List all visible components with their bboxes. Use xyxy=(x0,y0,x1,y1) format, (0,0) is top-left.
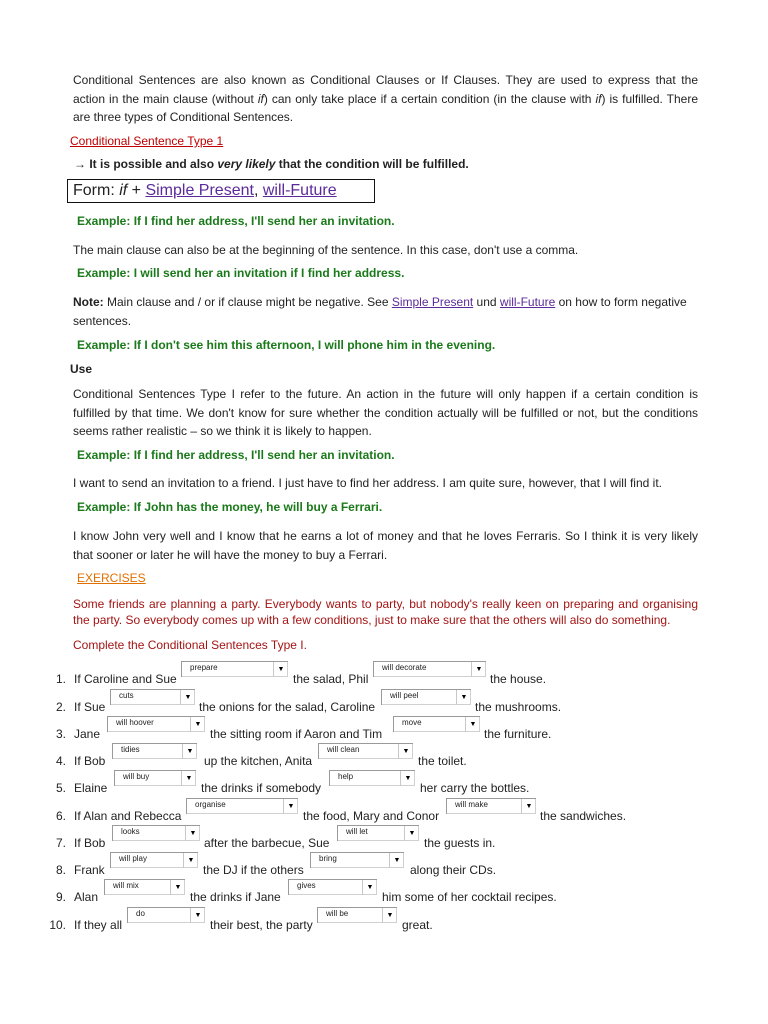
verb-select-1[interactable] xyxy=(107,716,205,732)
exercise-text-start: If Bob xyxy=(74,836,106,850)
chevron-down-icon[interactable]: ▼ xyxy=(382,908,397,923)
exercise-text-start: If Alan and Rebecca xyxy=(74,809,182,823)
party-line-2: the party. So everybody comes up with a few conditions, just to make sure that the others will also do something. xyxy=(73,613,671,627)
exercise-row xyxy=(0,909,768,935)
form-if: if xyxy=(119,182,128,199)
exercises-heading[interactable]: EXERCISES xyxy=(77,571,146,585)
dropdown-value: tidies xyxy=(121,745,140,754)
exercise-row xyxy=(0,718,768,744)
exercise-text-middle: the drinks if Jane xyxy=(190,890,281,904)
intro-text: ) can only take place if a certain condition (in the clause with xyxy=(263,91,596,106)
dropdown-value: will decorate xyxy=(382,663,427,672)
chevron-down-icon[interactable]: ▼ xyxy=(283,799,298,814)
arrow-icon: → xyxy=(74,157,86,171)
intro-text: action in the main clause (without xyxy=(73,91,258,106)
exercise-number: 10. xyxy=(49,918,66,932)
example-1: Example: If I find her address, I'll send her an invitation. xyxy=(77,214,395,228)
exercise-text-middle: up the kitchen, Anita xyxy=(204,754,313,768)
exercise-row xyxy=(0,745,768,771)
use-paragraph xyxy=(73,385,698,441)
exercise-text-end: the furniture. xyxy=(484,727,552,741)
will-future-link[interactable]: will-Future xyxy=(262,182,337,199)
dropdown-value: will hoover xyxy=(116,718,154,727)
verb-select-1[interactable] xyxy=(104,879,185,895)
dropdown-value: help xyxy=(338,772,354,781)
dropdown-value: will play xyxy=(119,854,148,863)
exercise-row xyxy=(0,800,768,826)
chevron-down-icon[interactable]: ▼ xyxy=(182,744,197,759)
intro-line-2 xyxy=(73,90,698,109)
exercise-number: 4. xyxy=(55,754,66,768)
exercise-number: 2. xyxy=(55,700,66,714)
dropdown-value: bring xyxy=(319,854,337,863)
exercise-text-start: If Caroline and Sue xyxy=(74,672,177,686)
exercise-text-end: along their CDs. xyxy=(410,863,497,877)
verb-select-1[interactable] xyxy=(181,661,288,677)
form-comma: , xyxy=(253,182,263,199)
use-line-1: Conditional Sentences Type I refer to the future. An action in the future will only happen if a certain condition is xyxy=(73,387,698,401)
verb-select-2[interactable] xyxy=(381,689,471,705)
john-line-2: that sooner or later he will have the money to buy a Ferrari. xyxy=(73,547,388,562)
verb-select-1[interactable] xyxy=(110,852,198,868)
likelihood-line xyxy=(74,157,469,171)
exercise-number: 8. xyxy=(55,863,66,877)
exercise-instruction: Complete the Conditional Sentences Type I. xyxy=(73,638,307,652)
intro-line-3: are three types of Conditional Sentences. xyxy=(73,110,294,124)
note-paragraph xyxy=(73,293,698,330)
verb-select-2[interactable] xyxy=(317,907,397,923)
exercise-row xyxy=(0,881,768,907)
note-will-future-link[interactable]: will-Future xyxy=(499,295,556,309)
exercise-text-start: If they all xyxy=(74,918,123,932)
likelihood-emphasis: very likely xyxy=(217,157,276,171)
form-label: Form: xyxy=(73,182,120,199)
intro-text: ) is fulfilled. There xyxy=(601,91,698,106)
note-text: on how to form negative xyxy=(555,295,687,309)
exercise-row xyxy=(0,663,768,689)
exercise-text-end: the toilet. xyxy=(418,754,467,768)
exercise-number: 9. xyxy=(55,890,66,904)
dropdown-value: will make xyxy=(455,800,488,809)
verb-select-1[interactable] xyxy=(112,743,197,759)
main-clause-text: The main clause can also be at the beginning of the sentence. In this case, don't use a comma. xyxy=(73,243,579,257)
use-heading: Use xyxy=(70,362,93,376)
verb-select-2[interactable] xyxy=(446,798,536,814)
chevron-down-icon[interactable]: ▼ xyxy=(183,853,198,868)
verb-select-1[interactable] xyxy=(114,770,196,786)
exercise-row xyxy=(0,691,768,717)
verb-select-1[interactable] xyxy=(127,907,205,923)
exercise-text-start: If Sue xyxy=(74,700,106,714)
exercise-text-start: Alan xyxy=(74,890,99,904)
dropdown-value: do xyxy=(136,909,145,918)
exercise-number: 1. xyxy=(55,672,66,686)
dropdown-value: prepare xyxy=(190,663,218,672)
dropdown-value: looks xyxy=(121,827,140,836)
exercise-text-start: Jane xyxy=(74,727,101,741)
exercise-text-middle: the DJ if the others xyxy=(203,863,304,877)
verb-select-2[interactable] xyxy=(373,661,486,677)
dropdown-value: organise xyxy=(195,800,226,809)
note-text: Main clause and / or if clause might be negative. See xyxy=(103,295,392,309)
type1-heading[interactable]: Conditional Sentence Type 1 xyxy=(70,134,224,148)
invite-text: I want to send an invitation to a friend. I just have to find her address. I am quite sure, however, that I will find it. xyxy=(73,476,662,490)
example-2: Example: I will send her an invitation if I find her address. xyxy=(77,266,405,280)
intro-if-italic: if xyxy=(595,91,602,106)
dropdown-value: gives xyxy=(297,881,316,890)
note-label: Note: xyxy=(73,295,104,309)
exercise-text-start: If Bob xyxy=(74,754,106,768)
exercise-text-middle: the onions for the salad, Caroline xyxy=(199,700,376,714)
exercise-text-middle: their best, the party xyxy=(210,918,313,932)
exercise-text-middle: the sitting room if Aaron and Tim xyxy=(210,727,383,741)
chevron-down-icon[interactable]: ▼ xyxy=(398,744,413,759)
chevron-down-icon[interactable]: ▼ xyxy=(190,717,205,732)
john-line-1: I know John very well and I know that he earns a lot of money and that he loves Ferraris. So I think it is very likely xyxy=(73,529,698,543)
exercise-row xyxy=(0,854,768,880)
exercise-text-middle: after the barbecue, Sue xyxy=(204,836,330,850)
exercise-number: 5. xyxy=(55,781,66,795)
verb-select-1[interactable] xyxy=(112,825,200,841)
use-line-2: fulfilled by that time. We don't know for sure whether the condition actually will be fulfilled or not, but the conditions xyxy=(73,405,698,420)
exercise-text-end: the sandwiches. xyxy=(540,809,627,823)
chevron-down-icon[interactable]: ▼ xyxy=(465,717,480,732)
chevron-down-icon[interactable]: ▼ xyxy=(170,880,185,895)
john-paragraph xyxy=(73,527,698,564)
chevron-down-icon[interactable]: ▼ xyxy=(404,826,419,841)
dropdown-value: cuts xyxy=(119,691,134,700)
dropdown-value: will be xyxy=(326,909,349,918)
chevron-down-icon[interactable]: ▼ xyxy=(456,690,471,705)
dropdown-value: move xyxy=(402,718,422,727)
use-line-3: seems rather realistic – so we think it is likely to happen. xyxy=(73,424,372,438)
note-line-1 xyxy=(73,293,698,312)
exercise-text-end: great. xyxy=(402,918,433,932)
party-paragraph xyxy=(73,596,698,628)
exercise-number: 3. xyxy=(55,727,66,741)
form-plus: + xyxy=(127,182,146,199)
likelihood-text: that the condition will be fulfilled. xyxy=(275,157,469,171)
chevron-down-icon[interactable]: ▼ xyxy=(362,880,377,895)
verb-select-2[interactable] xyxy=(393,716,480,732)
party-line-1: Some friends are planning a party. Everybody wants to party, but nobody's really keen on preparing and organising xyxy=(73,597,698,611)
dropdown-value: will clean xyxy=(327,745,360,754)
intro-line-1: Conditional Sentences are also known as Conditional Clauses or If Clauses. They are used to express that the xyxy=(73,73,698,87)
verb-select-2[interactable] xyxy=(337,825,419,841)
exercise-number: 7. xyxy=(55,836,66,850)
dropdown-value: will mix xyxy=(113,881,139,890)
chevron-down-icon[interactable]: ▼ xyxy=(521,799,536,814)
example-4: Example: If I find her address, I'll send her an invitation. xyxy=(77,448,395,462)
verb-select-2[interactable] xyxy=(288,879,377,895)
note-simple-present-link[interactable]: Simple Present xyxy=(391,295,474,309)
chevron-down-icon[interactable]: ▼ xyxy=(180,690,195,705)
exercise-number: 6. xyxy=(55,809,66,823)
intro-paragraph xyxy=(73,71,698,127)
likelihood-text: It is possible and also xyxy=(86,157,218,171)
chevron-down-icon[interactable]: ▼ xyxy=(181,771,196,786)
chevron-down-icon[interactable]: ▼ xyxy=(471,662,486,677)
example-3: Example: If I don't see him this afternoon, I will phone him in the evening. xyxy=(77,338,496,352)
chevron-down-icon[interactable]: ▼ xyxy=(400,771,415,786)
example-5: Example: If John has the money, he will buy a Ferrari. xyxy=(77,500,383,514)
intro-if-italic: if xyxy=(257,91,264,106)
verb-select-1[interactable] xyxy=(110,689,195,705)
note-text: und xyxy=(473,295,500,309)
form-box xyxy=(67,179,375,203)
chevron-down-icon[interactable]: ▼ xyxy=(185,826,200,841)
chevron-down-icon[interactable]: ▼ xyxy=(190,908,205,923)
exercise-text-end: the mushrooms. xyxy=(475,700,562,714)
verb-select-2[interactable] xyxy=(318,743,413,759)
verb-select-2[interactable] xyxy=(329,770,415,786)
dropdown-value: will buy xyxy=(123,772,150,781)
verb-select-2[interactable] xyxy=(310,852,404,868)
exercise-text-end: the guests in. xyxy=(424,836,496,850)
exercise-text-end: him some of her cocktail recipes. xyxy=(382,890,557,904)
chevron-down-icon[interactable]: ▼ xyxy=(273,662,288,677)
exercise-text-middle: the food, Mary and Conor xyxy=(303,809,440,823)
exercise-text-end: the house. xyxy=(490,672,547,686)
verb-select-1[interactable] xyxy=(186,798,298,814)
exercise-row xyxy=(0,772,768,798)
exercise-row xyxy=(0,827,768,853)
exercise-text-start: Elaine xyxy=(74,781,108,795)
exercise-text-middle: the drinks if somebody xyxy=(201,781,322,795)
note-line-2: sentences. xyxy=(73,313,132,328)
exercise-text-start: Frank xyxy=(74,863,105,877)
simple-present-link[interactable]: Simple Present xyxy=(145,182,254,199)
chevron-down-icon[interactable]: ▼ xyxy=(389,853,404,868)
dropdown-value: will let xyxy=(346,827,368,836)
exercise-text-end: her carry the bottles. xyxy=(420,781,530,795)
dropdown-value: will peel xyxy=(390,691,419,700)
exercise-text-middle: the salad, Phil xyxy=(293,672,369,686)
